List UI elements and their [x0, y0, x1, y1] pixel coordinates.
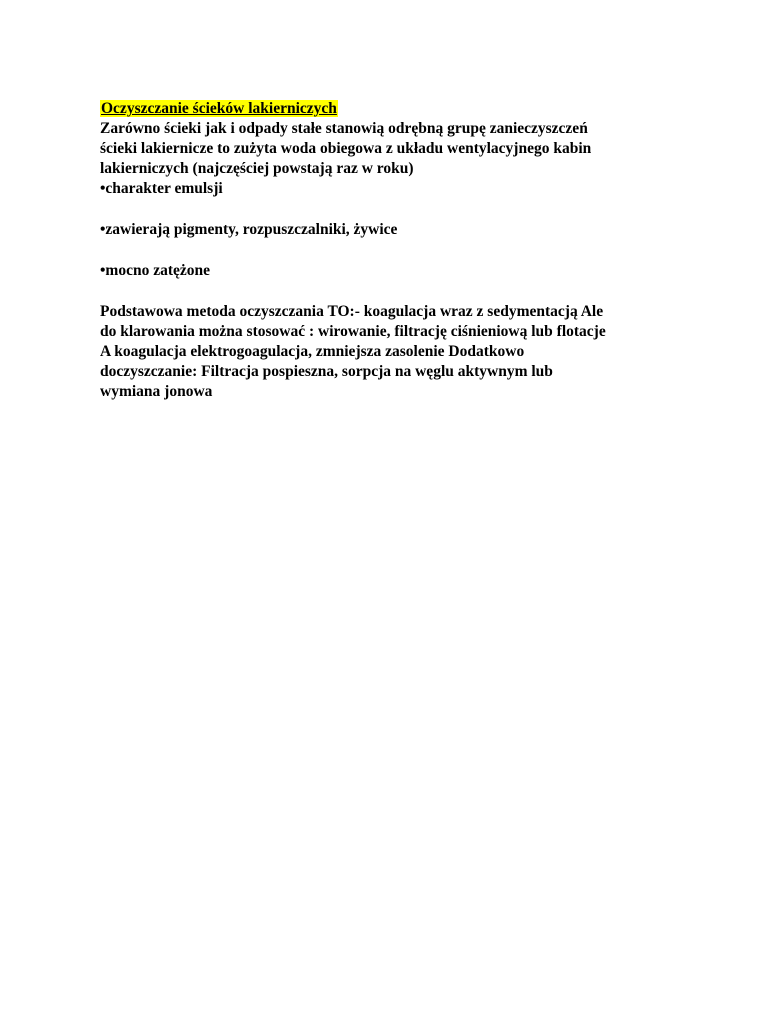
title-line: [100, 99, 700, 119]
spacer: [100, 281, 700, 302]
bullet-item: •mocno zatężone: [100, 262, 211, 279]
document-title: Oczyszczanie ścieków lakierniczych: [101, 100, 337, 117]
intro-line: Zarówno ścieki jak i odpady stałe stanowią odrębną grupę zanieczyszczeń: [100, 120, 588, 137]
intro-line: ścieki lakiernicze to zużyta woda obiegowa z układu wentylacyjnego kabin: [100, 140, 592, 157]
method-line: wymiana jonowa: [100, 383, 213, 400]
method-line: A koagulacja elektrogoagulacja, zmniejsza zasolenie Dodatkowo: [100, 343, 525, 360]
spacer: [100, 240, 700, 261]
document-body: [100, 99, 700, 402]
method-line: Podstawowa metoda oczyszczania TO:- koagulacja wraz z sedymentacją Ale: [100, 303, 604, 320]
bullet-item: •charakter emulsji: [100, 180, 223, 197]
spacer: [100, 199, 700, 220]
method-line: do klarowania można stosować : wirowanie, filtrację ciśnieniową lub flotacje: [100, 323, 606, 340]
method-line: doczyszczanie: Filtracja pospieszna, sorpcja na węglu aktywnym lub: [100, 363, 553, 380]
intro-line: lakierniczych (najczęściej powstają raz w roku): [100, 160, 414, 177]
bullet-item: •zawierają pigmenty, rozpuszczalniki, żywice: [100, 221, 398, 238]
